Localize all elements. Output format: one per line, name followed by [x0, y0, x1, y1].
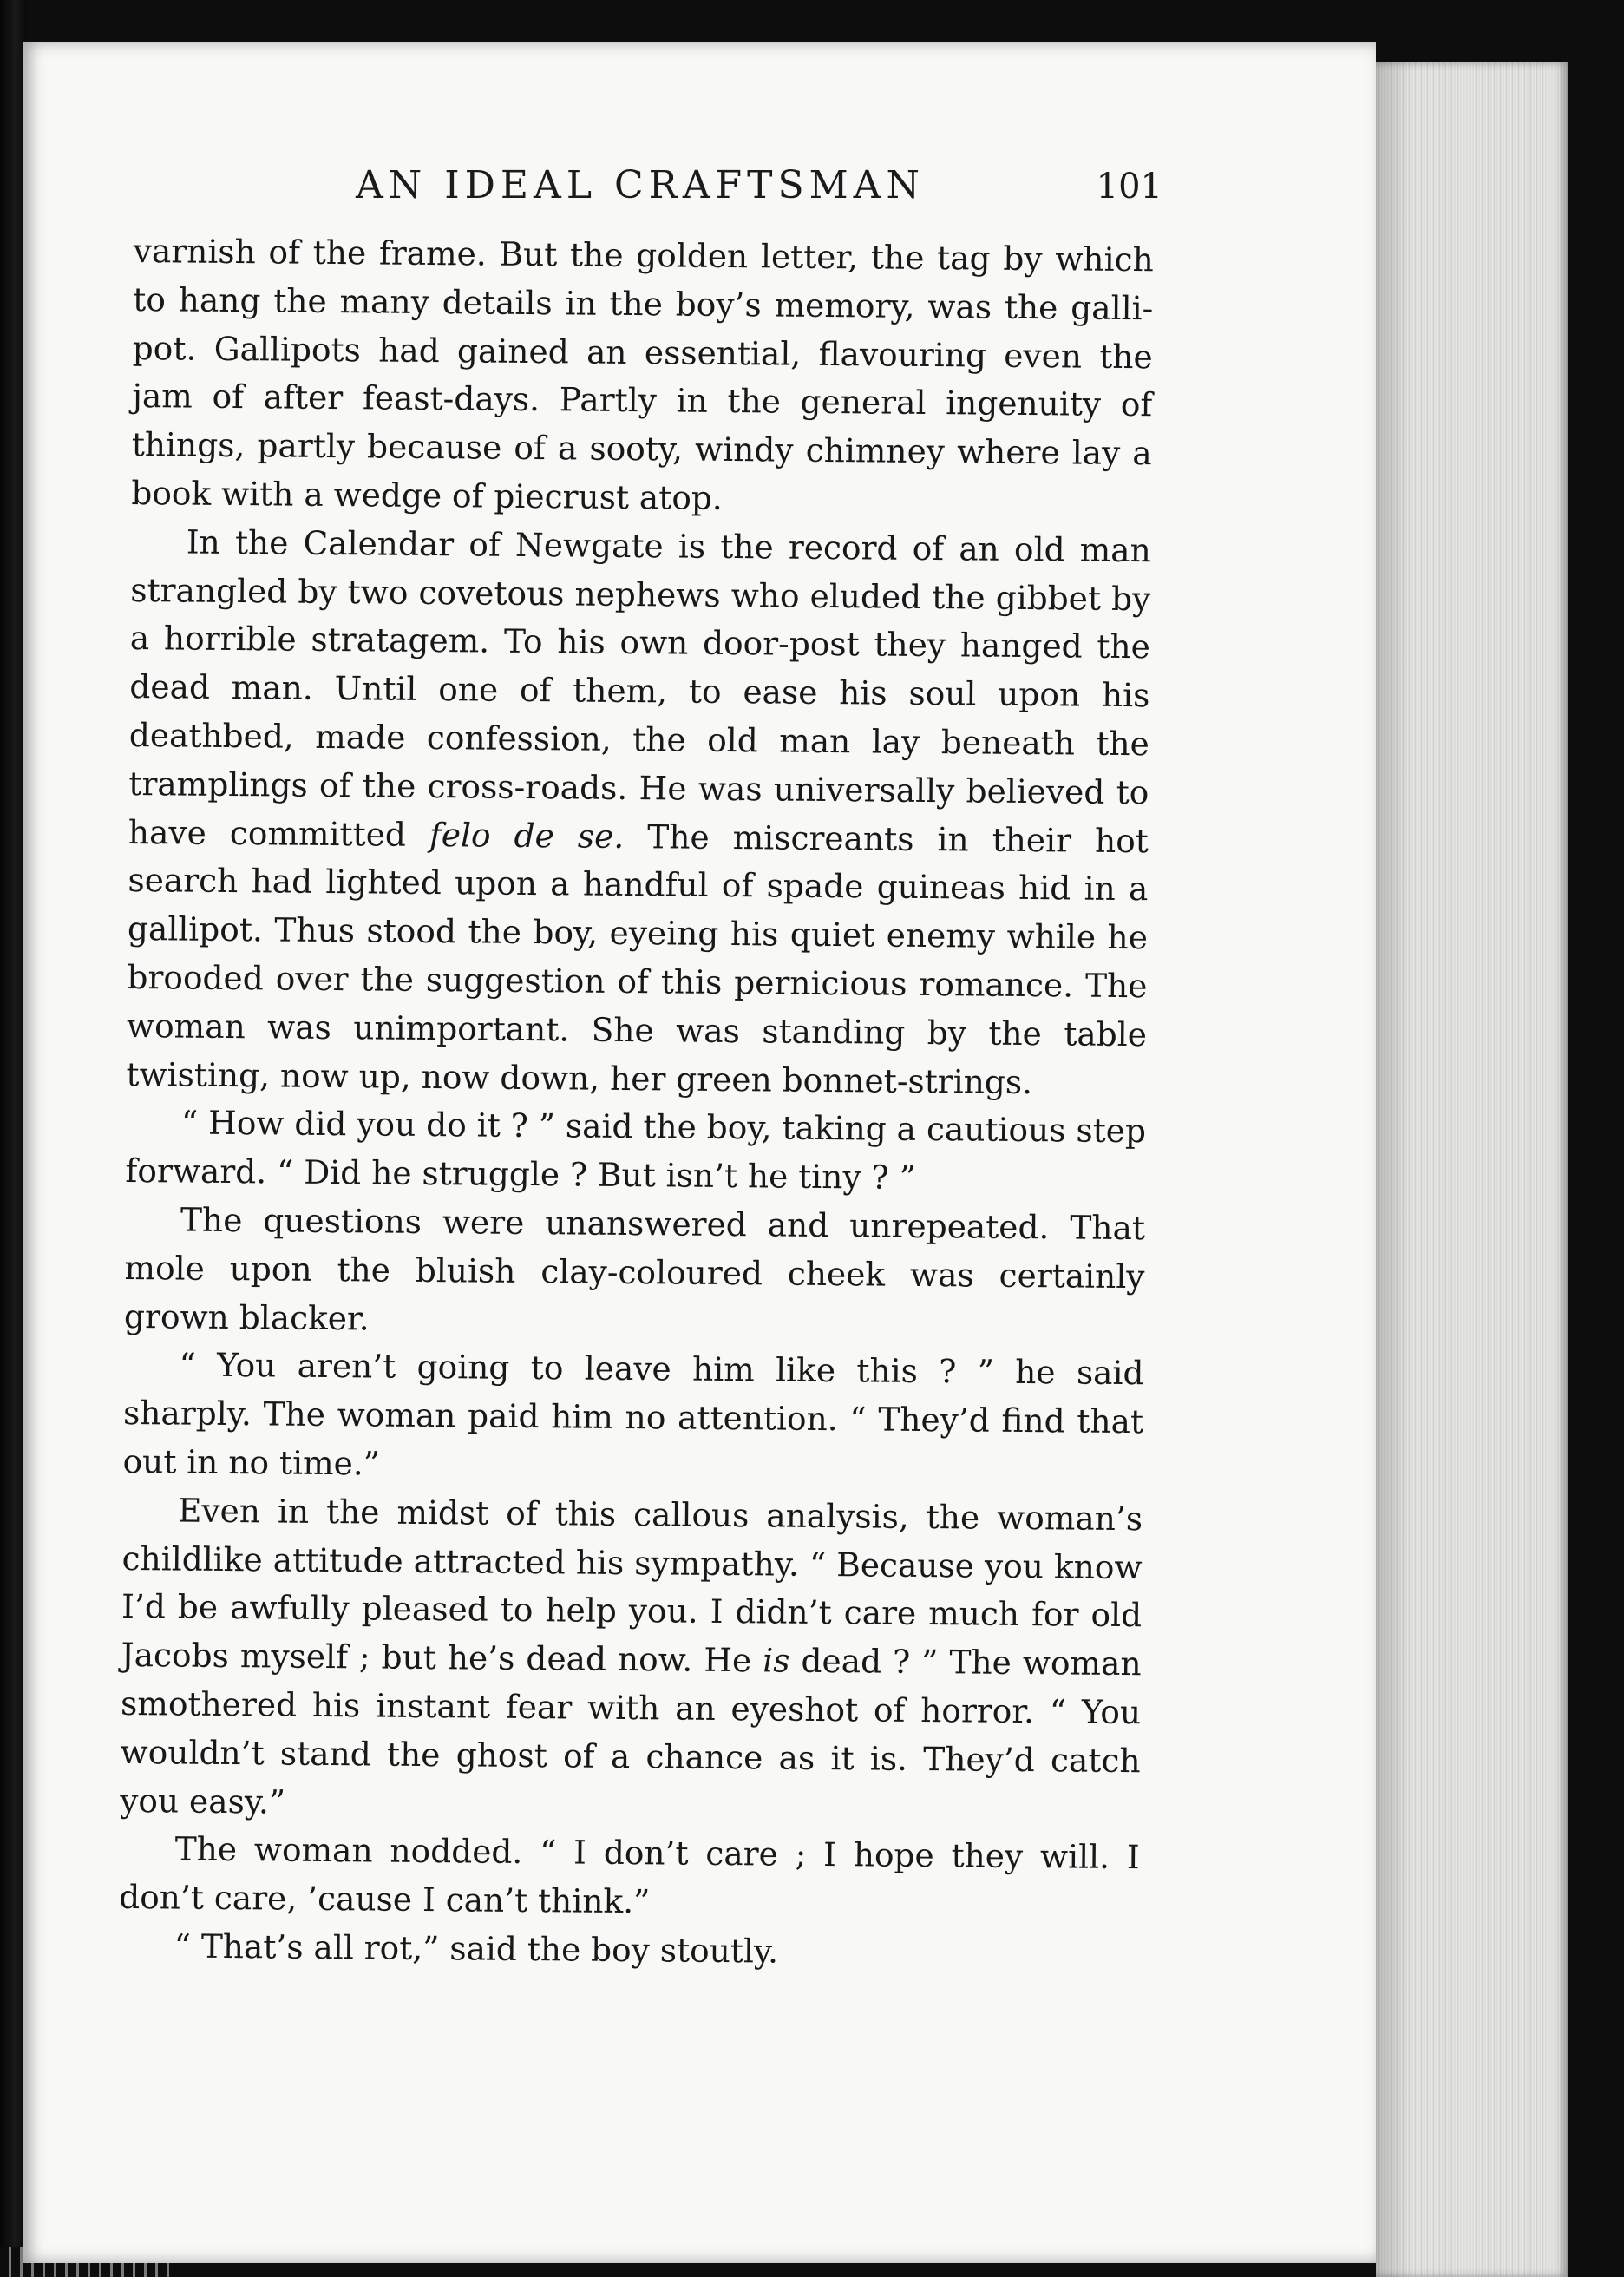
text-run: The miscreants in their hot search had lighted upon a handful of spade guineas hid in a gallipot. Thus stood the boy, eyeing his quiet enemy while he brooded over the suggestion of this pernicious romance. The woman was unimportant. She was standing by the table twisting, now up, now down, her green bonnet-strings.	[126, 817, 1149, 1101]
paragraph	[124, 1196, 1145, 1350]
paragraph	[119, 1825, 1140, 1931]
text-run: In the Calendar of Newgate is the record of an old man strangled by two covetous nephews who eluded the gibbet by a horrible stratagem. To his own door-post they hanged the dead man. Until one of them, to ease his soul upon his deathbed, made confession, the old man lay beneath the tramplings of the cross-roads. He was universally believed to have committed	[128, 522, 1151, 854]
text-run: Even in the midst of this callous analysis, the woman’s childlike attitude attracted his sympathy. “ Because you know I’d be awfully pleased to help you. I didn’t care much for old Jacobs myself ; but he’s dead now. He	[121, 1491, 1143, 1680]
text-run: “ That’s all rot,” said the boy stoutly.	[174, 1926, 779, 1971]
text-run: “ You aren’t going to leave him like this ? ” he said sharply. The woman paid him no attention. “ They’d find that out in no time.”	[122, 1345, 1144, 1483]
italic-text: is	[763, 1641, 790, 1680]
text-run: dead ? ” The woman smothered his instant fear with an eyeshot of horror. “ You wouldn’t stand the ghost of a chance as it is. They’d catch you easy.”	[119, 1641, 1142, 1821]
text-run: The woman nodded. “ I don’t care ; I hope they will. I don’t care, ’cause I can’t think.”	[119, 1829, 1140, 1921]
text-run: “ How did you do it ? ” said the boy, taking a cautious step forward. “ Did he struggle ? But isn’t he tiny ? ”	[125, 1103, 1147, 1198]
paragraph	[118, 1922, 1138, 1979]
running-title: AN IDEAL CRAFTSMAN	[356, 163, 925, 207]
paragraph	[125, 1099, 1146, 1204]
paragraph	[122, 1341, 1143, 1495]
page-header	[356, 163, 1162, 215]
text-run: The questions were unanswered and unrepeated. That mole upon the bluish clay-coloured cheek was certainly grown blacker.	[123, 1200, 1146, 1337]
page-block-shadow	[1376, 62, 1411, 2277]
text-run: varnish of the frame. But the golden letter, the tag by which to hang the many details in the boy’s memory, was the galli-pot. Gallipots had gained an essential, flavouring even the jam of after feast-days. Partly in the general ingenuity of things, partly because of a sooty, windy chimney where lay a book with a wedge of piecrust atop.	[131, 231, 1154, 517]
paragraph	[126, 518, 1151, 1108]
page-text	[118, 227, 1153, 1979]
paragraph	[120, 1486, 1143, 1834]
italic-text: felo de se.	[429, 815, 625, 856]
paragraph	[131, 227, 1154, 527]
page-number: 101	[1096, 167, 1162, 207]
